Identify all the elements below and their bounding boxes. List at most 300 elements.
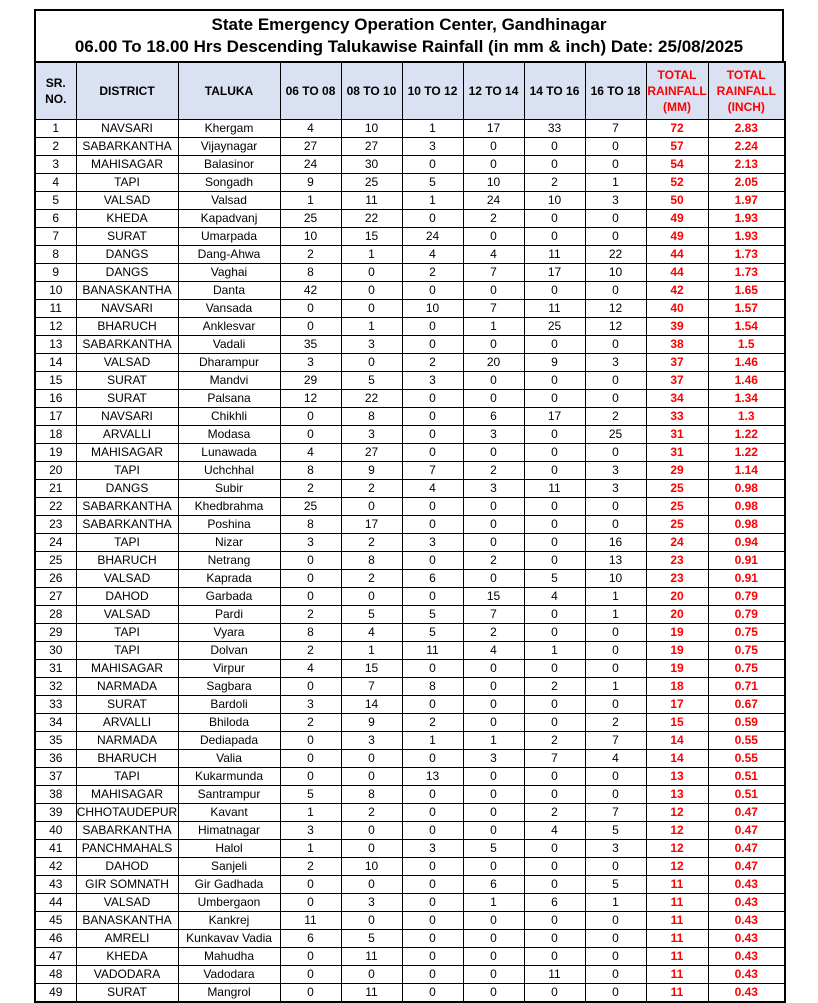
taluka-cell: Valsad bbox=[178, 192, 280, 210]
rain-08-10-cell: 11 bbox=[341, 948, 402, 966]
rain-08-10-cell: 0 bbox=[341, 966, 402, 984]
total-mm-cell: 17 bbox=[646, 696, 708, 714]
rain-14-16-cell: 2 bbox=[524, 174, 585, 192]
table-row bbox=[35, 624, 785, 642]
total-mm-cell: 39 bbox=[646, 318, 708, 336]
rain-16-18-cell: 0 bbox=[585, 516, 646, 534]
sr-no-cell: 24 bbox=[35, 534, 76, 552]
rain-08-10-cell: 10 bbox=[341, 858, 402, 876]
rain-12-14-cell: 15 bbox=[463, 588, 524, 606]
total-inch-cell: 0.43 bbox=[708, 912, 785, 930]
total-inch-cell: 1.14 bbox=[708, 462, 785, 480]
rain-12-14-cell: 0 bbox=[463, 228, 524, 246]
district-cell: BANASKANTHA bbox=[76, 912, 178, 930]
rain-16-18-cell: 0 bbox=[585, 948, 646, 966]
rain-06-08-cell: 1 bbox=[280, 840, 341, 858]
total-mm-cell: 23 bbox=[646, 570, 708, 588]
rain-08-10-cell: 9 bbox=[341, 714, 402, 732]
table-row bbox=[35, 822, 785, 840]
rain-06-08-cell: 2 bbox=[280, 246, 341, 264]
rain-14-16-cell: 0 bbox=[524, 282, 585, 300]
table-row bbox=[35, 516, 785, 534]
sr-no-cell: 18 bbox=[35, 426, 76, 444]
total-mm-cell: 37 bbox=[646, 372, 708, 390]
total-inch-cell: 1.97 bbox=[708, 192, 785, 210]
taluka-cell: Santrampur bbox=[178, 786, 280, 804]
total-mm-cell: 44 bbox=[646, 246, 708, 264]
rain-12-14-cell: 0 bbox=[463, 930, 524, 948]
sr-no-cell: 13 bbox=[35, 336, 76, 354]
rain-08-10-cell: 0 bbox=[341, 876, 402, 894]
taluka-cell: Pardi bbox=[178, 606, 280, 624]
total-inch-cell: 0.98 bbox=[708, 498, 785, 516]
table-row bbox=[35, 426, 785, 444]
taluka-cell: Modasa bbox=[178, 426, 280, 444]
rain-16-18-cell: 3 bbox=[585, 480, 646, 498]
sr-no-cell: 25 bbox=[35, 552, 76, 570]
total-mm-cell: 40 bbox=[646, 300, 708, 318]
rain-12-14-cell: 0 bbox=[463, 534, 524, 552]
report-title: State Emergency Operation Center, Gandhinagar bbox=[211, 15, 607, 34]
district-cell: SABARKANTHA bbox=[76, 822, 178, 840]
taluka-cell: Virpur bbox=[178, 660, 280, 678]
total-inch-cell: 0.67 bbox=[708, 696, 785, 714]
total-inch-cell: 0.51 bbox=[708, 768, 785, 786]
taluka-cell: Dolvan bbox=[178, 642, 280, 660]
rain-10-12-cell: 0 bbox=[402, 390, 463, 408]
table-row bbox=[35, 606, 785, 624]
total-mm-cell: 20 bbox=[646, 606, 708, 624]
sr-no-cell: 43 bbox=[35, 876, 76, 894]
col-header-total-mm: TOTAL RAINFALL (MM) bbox=[646, 62, 708, 120]
taluka-cell: Vijaynagar bbox=[178, 138, 280, 156]
rain-16-18-cell: 0 bbox=[585, 912, 646, 930]
taluka-cell: Kukarmunda bbox=[178, 768, 280, 786]
rain-12-14-cell: 2 bbox=[463, 552, 524, 570]
rain-08-10-cell: 0 bbox=[341, 750, 402, 768]
rain-06-08-cell: 0 bbox=[280, 750, 341, 768]
table-row bbox=[35, 930, 785, 948]
district-cell: SABARKANTHA bbox=[76, 138, 178, 156]
rain-12-14-cell: 7 bbox=[463, 264, 524, 282]
total-inch-cell: 0.43 bbox=[708, 966, 785, 984]
district-cell: SABARKANTHA bbox=[76, 498, 178, 516]
taluka-cell: Vaghai bbox=[178, 264, 280, 282]
rain-12-14-cell: 24 bbox=[463, 192, 524, 210]
district-cell: SURAT bbox=[76, 696, 178, 714]
rain-16-18-cell: 0 bbox=[585, 984, 646, 1003]
sr-no-cell: 2 bbox=[35, 138, 76, 156]
rain-16-18-cell: 5 bbox=[585, 822, 646, 840]
table-row bbox=[35, 912, 785, 930]
total-mm-cell: 11 bbox=[646, 948, 708, 966]
total-inch-cell: 1.93 bbox=[708, 210, 785, 228]
rain-12-14-cell: 2 bbox=[463, 210, 524, 228]
rain-16-18-cell: 0 bbox=[585, 444, 646, 462]
rain-14-16-cell: 2 bbox=[524, 678, 585, 696]
rain-14-16-cell: 2 bbox=[524, 804, 585, 822]
rain-06-08-cell: 6 bbox=[280, 930, 341, 948]
rain-08-10-cell: 27 bbox=[341, 138, 402, 156]
sr-no-cell: 45 bbox=[35, 912, 76, 930]
report-header bbox=[34, 9, 784, 61]
taluka-cell: Mandvi bbox=[178, 372, 280, 390]
rain-12-14-cell: 0 bbox=[463, 336, 524, 354]
rain-10-12-cell: 3 bbox=[402, 534, 463, 552]
rain-16-18-cell: 10 bbox=[585, 264, 646, 282]
table-body bbox=[35, 120, 785, 1003]
rain-08-10-cell: 0 bbox=[341, 768, 402, 786]
total-mm-cell: 33 bbox=[646, 408, 708, 426]
rain-12-14-cell: 0 bbox=[463, 768, 524, 786]
table-row bbox=[35, 894, 785, 912]
table-row bbox=[35, 282, 785, 300]
rain-12-14-cell: 3 bbox=[463, 426, 524, 444]
total-inch-cell: 0.94 bbox=[708, 534, 785, 552]
district-cell: AMRELI bbox=[76, 930, 178, 948]
total-mm-cell: 11 bbox=[646, 894, 708, 912]
taluka-cell: Halol bbox=[178, 840, 280, 858]
rain-14-16-cell: 0 bbox=[524, 426, 585, 444]
rain-10-12-cell: 0 bbox=[402, 930, 463, 948]
total-inch-cell: 0.75 bbox=[708, 660, 785, 678]
report-subtitle: 06.00 To 18.00 Hrs Descending Talukawise Rainfall (in mm & inch) Date: 25/08/2025 bbox=[74, 37, 744, 56]
rain-06-08-cell: 1 bbox=[280, 804, 341, 822]
table-row bbox=[35, 588, 785, 606]
taluka-cell: Bardoli bbox=[178, 696, 280, 714]
col-header-district: DISTRICT bbox=[76, 62, 178, 120]
rain-06-08-cell: 5 bbox=[280, 786, 341, 804]
sr-no-cell: 33 bbox=[35, 696, 76, 714]
rain-08-10-cell: 0 bbox=[341, 264, 402, 282]
total-mm-cell: 20 bbox=[646, 588, 708, 606]
rain-16-18-cell: 7 bbox=[585, 120, 646, 138]
total-inch-cell: 1.73 bbox=[708, 264, 785, 282]
total-inch-cell: 0.47 bbox=[708, 840, 785, 858]
total-mm-cell: 15 bbox=[646, 714, 708, 732]
district-cell: CHHOTAUDEPUR bbox=[76, 804, 178, 822]
taluka-cell: Sagbara bbox=[178, 678, 280, 696]
table-row bbox=[35, 390, 785, 408]
rain-08-10-cell: 30 bbox=[341, 156, 402, 174]
sr-no-cell: 42 bbox=[35, 858, 76, 876]
rain-14-16-cell: 11 bbox=[524, 300, 585, 318]
total-mm-cell: 12 bbox=[646, 840, 708, 858]
taluka-cell: Dediapada bbox=[178, 732, 280, 750]
table-row bbox=[35, 264, 785, 282]
rain-08-10-cell: 1 bbox=[341, 246, 402, 264]
rain-14-16-cell: 0 bbox=[524, 930, 585, 948]
rain-14-16-cell: 0 bbox=[524, 984, 585, 1003]
rain-12-14-cell: 7 bbox=[463, 300, 524, 318]
total-inch-cell: 0.75 bbox=[708, 624, 785, 642]
district-cell: VADODARA bbox=[76, 966, 178, 984]
rain-06-08-cell: 3 bbox=[280, 696, 341, 714]
rain-14-16-cell: 0 bbox=[524, 948, 585, 966]
rain-14-16-cell: 17 bbox=[524, 408, 585, 426]
rain-06-08-cell: 29 bbox=[280, 372, 341, 390]
rain-12-14-cell: 1 bbox=[463, 732, 524, 750]
sr-no-cell: 34 bbox=[35, 714, 76, 732]
rain-08-10-cell: 14 bbox=[341, 696, 402, 714]
rain-10-12-cell: 0 bbox=[402, 552, 463, 570]
rain-14-16-cell: 0 bbox=[524, 660, 585, 678]
rain-16-18-cell: 0 bbox=[585, 336, 646, 354]
rain-14-16-cell: 0 bbox=[524, 138, 585, 156]
rain-10-12-cell: 0 bbox=[402, 282, 463, 300]
rain-14-16-cell: 10 bbox=[524, 192, 585, 210]
total-inch-cell: 0.79 bbox=[708, 588, 785, 606]
sr-no-cell: 37 bbox=[35, 768, 76, 786]
total-inch-cell: 1.34 bbox=[708, 390, 785, 408]
total-inch-cell: 0.43 bbox=[708, 930, 785, 948]
rain-14-16-cell: 0 bbox=[524, 516, 585, 534]
district-cell: NAVSARI bbox=[76, 300, 178, 318]
rain-16-18-cell: 0 bbox=[585, 228, 646, 246]
rain-16-18-cell: 0 bbox=[585, 498, 646, 516]
rain-14-16-cell: 0 bbox=[524, 606, 585, 624]
rain-06-08-cell: 0 bbox=[280, 552, 341, 570]
sr-no-cell: 9 bbox=[35, 264, 76, 282]
sr-no-cell: 1 bbox=[35, 120, 76, 138]
rain-14-16-cell: 0 bbox=[524, 444, 585, 462]
sr-no-cell: 7 bbox=[35, 228, 76, 246]
district-cell: TAPI bbox=[76, 768, 178, 786]
rain-06-08-cell: 0 bbox=[280, 588, 341, 606]
taluka-cell: Vadali bbox=[178, 336, 280, 354]
rain-10-12-cell: 0 bbox=[402, 660, 463, 678]
rain-06-08-cell: 0 bbox=[280, 948, 341, 966]
sr-no-cell: 12 bbox=[35, 318, 76, 336]
rain-10-12-cell: 0 bbox=[402, 876, 463, 894]
rain-16-18-cell: 4 bbox=[585, 750, 646, 768]
sr-no-cell: 26 bbox=[35, 570, 76, 588]
rain-06-08-cell: 25 bbox=[280, 210, 341, 228]
rain-12-14-cell: 6 bbox=[463, 876, 524, 894]
rain-14-16-cell: 9 bbox=[524, 354, 585, 372]
taluka-cell: Balasinor bbox=[178, 156, 280, 174]
rain-16-18-cell: 0 bbox=[585, 138, 646, 156]
total-inch-cell: 1.5 bbox=[708, 336, 785, 354]
rain-06-08-cell: 0 bbox=[280, 318, 341, 336]
total-inch-cell: 0.98 bbox=[708, 480, 785, 498]
sr-no-cell: 28 bbox=[35, 606, 76, 624]
rain-10-12-cell: 0 bbox=[402, 750, 463, 768]
sr-no-cell: 20 bbox=[35, 462, 76, 480]
taluka-cell: Poshina bbox=[178, 516, 280, 534]
rain-10-12-cell: 7 bbox=[402, 462, 463, 480]
rain-06-08-cell: 3 bbox=[280, 534, 341, 552]
rain-16-18-cell: 0 bbox=[585, 930, 646, 948]
rain-10-12-cell: 0 bbox=[402, 498, 463, 516]
rain-14-16-cell: 0 bbox=[524, 498, 585, 516]
rain-10-12-cell: 24 bbox=[402, 228, 463, 246]
rain-16-18-cell: 0 bbox=[585, 858, 646, 876]
district-cell: SURAT bbox=[76, 984, 178, 1003]
sr-no-cell: 19 bbox=[35, 444, 76, 462]
rain-10-12-cell: 0 bbox=[402, 336, 463, 354]
district-cell: KHEDA bbox=[76, 948, 178, 966]
rain-12-14-cell: 0 bbox=[463, 966, 524, 984]
rain-10-12-cell: 4 bbox=[402, 246, 463, 264]
rain-12-14-cell: 2 bbox=[463, 462, 524, 480]
table-row bbox=[35, 444, 785, 462]
district-cell: VALSAD bbox=[76, 894, 178, 912]
table-row bbox=[35, 192, 785, 210]
rain-10-12-cell: 6 bbox=[402, 570, 463, 588]
rain-14-16-cell: 0 bbox=[524, 714, 585, 732]
table-row bbox=[35, 714, 785, 732]
rain-16-18-cell: 13 bbox=[585, 552, 646, 570]
sr-no-cell: 27 bbox=[35, 588, 76, 606]
rain-12-14-cell: 0 bbox=[463, 786, 524, 804]
rainfall-table bbox=[34, 61, 786, 1003]
table-row bbox=[35, 678, 785, 696]
rain-16-18-cell: 0 bbox=[585, 642, 646, 660]
rain-06-08-cell: 4 bbox=[280, 120, 341, 138]
total-mm-cell: 42 bbox=[646, 282, 708, 300]
total-inch-cell: 0.91 bbox=[708, 570, 785, 588]
rain-08-10-cell: 11 bbox=[341, 192, 402, 210]
rain-10-12-cell: 5 bbox=[402, 606, 463, 624]
taluka-cell: Uchchhal bbox=[178, 462, 280, 480]
rain-10-12-cell: 11 bbox=[402, 642, 463, 660]
table-row bbox=[35, 156, 785, 174]
total-mm-cell: 11 bbox=[646, 930, 708, 948]
total-mm-cell: 14 bbox=[646, 732, 708, 750]
rain-14-16-cell: 1 bbox=[524, 642, 585, 660]
rain-10-12-cell: 0 bbox=[402, 822, 463, 840]
district-cell: BHARUCH bbox=[76, 318, 178, 336]
district-cell: MAHISAGAR bbox=[76, 444, 178, 462]
table-row bbox=[35, 552, 785, 570]
rain-10-12-cell: 0 bbox=[402, 318, 463, 336]
rain-08-10-cell: 0 bbox=[341, 282, 402, 300]
rain-08-10-cell: 0 bbox=[341, 840, 402, 858]
rain-10-12-cell: 1 bbox=[402, 732, 463, 750]
district-cell: BHARUCH bbox=[76, 750, 178, 768]
rain-06-08-cell: 2 bbox=[280, 714, 341, 732]
district-cell: ARVALLI bbox=[76, 426, 178, 444]
total-inch-cell: 0.55 bbox=[708, 732, 785, 750]
sr-no-cell: 38 bbox=[35, 786, 76, 804]
total-inch-cell: 2.05 bbox=[708, 174, 785, 192]
taluka-cell: Nizar bbox=[178, 534, 280, 552]
table-row bbox=[35, 732, 785, 750]
rain-10-12-cell: 0 bbox=[402, 696, 463, 714]
taluka-cell: Anklesvar bbox=[178, 318, 280, 336]
total-mm-cell: 13 bbox=[646, 786, 708, 804]
rain-06-08-cell: 3 bbox=[280, 354, 341, 372]
total-inch-cell: 2.24 bbox=[708, 138, 785, 156]
rain-06-08-cell: 8 bbox=[280, 624, 341, 642]
sr-no-cell: 31 bbox=[35, 660, 76, 678]
rain-06-08-cell: 0 bbox=[280, 894, 341, 912]
rain-08-10-cell: 3 bbox=[341, 894, 402, 912]
taluka-cell: Vadodara bbox=[178, 966, 280, 984]
rain-08-10-cell: 10 bbox=[341, 120, 402, 138]
rain-14-16-cell: 33 bbox=[524, 120, 585, 138]
table-row bbox=[35, 984, 785, 1003]
rain-06-08-cell: 2 bbox=[280, 858, 341, 876]
district-cell: DANGS bbox=[76, 480, 178, 498]
rain-12-14-cell: 0 bbox=[463, 678, 524, 696]
total-mm-cell: 34 bbox=[646, 390, 708, 408]
sr-no-cell: 47 bbox=[35, 948, 76, 966]
rain-16-18-cell: 0 bbox=[585, 624, 646, 642]
rain-14-16-cell: 25 bbox=[524, 318, 585, 336]
rain-16-18-cell: 7 bbox=[585, 732, 646, 750]
total-mm-cell: 11 bbox=[646, 984, 708, 1003]
taluka-cell: Garbada bbox=[178, 588, 280, 606]
taluka-cell: Songadh bbox=[178, 174, 280, 192]
total-inch-cell: 1.46 bbox=[708, 372, 785, 390]
total-mm-cell: 31 bbox=[646, 426, 708, 444]
sr-no-cell: 3 bbox=[35, 156, 76, 174]
taluka-cell: Dharampur bbox=[178, 354, 280, 372]
district-cell: NARMADA bbox=[76, 732, 178, 750]
total-mm-cell: 19 bbox=[646, 660, 708, 678]
table-row bbox=[35, 876, 785, 894]
taluka-cell: Lunawada bbox=[178, 444, 280, 462]
taluka-cell: Khedbrahma bbox=[178, 498, 280, 516]
rain-10-12-cell: 8 bbox=[402, 678, 463, 696]
sr-no-cell: 40 bbox=[35, 822, 76, 840]
rain-10-12-cell: 0 bbox=[402, 210, 463, 228]
rain-14-16-cell: 6 bbox=[524, 894, 585, 912]
rain-14-16-cell: 4 bbox=[524, 822, 585, 840]
rain-10-12-cell: 2 bbox=[402, 264, 463, 282]
rain-08-10-cell: 11 bbox=[341, 984, 402, 1003]
rain-10-12-cell: 0 bbox=[402, 786, 463, 804]
rain-06-08-cell: 35 bbox=[280, 336, 341, 354]
table-row bbox=[35, 354, 785, 372]
sr-no-cell: 6 bbox=[35, 210, 76, 228]
rainfall-report bbox=[34, 9, 784, 1003]
total-mm-cell: 12 bbox=[646, 804, 708, 822]
district-cell: MAHISAGAR bbox=[76, 660, 178, 678]
sr-no-cell: 35 bbox=[35, 732, 76, 750]
rain-14-16-cell: 0 bbox=[524, 390, 585, 408]
table-row bbox=[35, 300, 785, 318]
total-mm-cell: 44 bbox=[646, 264, 708, 282]
rain-12-14-cell: 0 bbox=[463, 660, 524, 678]
total-inch-cell: 0.91 bbox=[708, 552, 785, 570]
rain-14-16-cell: 0 bbox=[524, 336, 585, 354]
district-cell: KHEDA bbox=[76, 210, 178, 228]
rain-16-18-cell: 1 bbox=[585, 174, 646, 192]
col-header-10-12: 10 TO 12 bbox=[402, 62, 463, 120]
rain-12-14-cell: 0 bbox=[463, 156, 524, 174]
total-mm-cell: 19 bbox=[646, 624, 708, 642]
total-mm-cell: 12 bbox=[646, 822, 708, 840]
district-cell: SURAT bbox=[76, 390, 178, 408]
rain-12-14-cell: 0 bbox=[463, 948, 524, 966]
sr-no-cell: 17 bbox=[35, 408, 76, 426]
rain-16-18-cell: 0 bbox=[585, 156, 646, 174]
rain-08-10-cell: 2 bbox=[341, 480, 402, 498]
district-cell: TAPI bbox=[76, 624, 178, 642]
rain-12-14-cell: 0 bbox=[463, 138, 524, 156]
district-cell: MAHISAGAR bbox=[76, 156, 178, 174]
taluka-cell: Mangrol bbox=[178, 984, 280, 1003]
rain-12-14-cell: 0 bbox=[463, 444, 524, 462]
total-mm-cell: 72 bbox=[646, 120, 708, 138]
rain-10-12-cell: 10 bbox=[402, 300, 463, 318]
total-inch-cell: 0.43 bbox=[708, 894, 785, 912]
table-row bbox=[35, 786, 785, 804]
sr-no-cell: 14 bbox=[35, 354, 76, 372]
